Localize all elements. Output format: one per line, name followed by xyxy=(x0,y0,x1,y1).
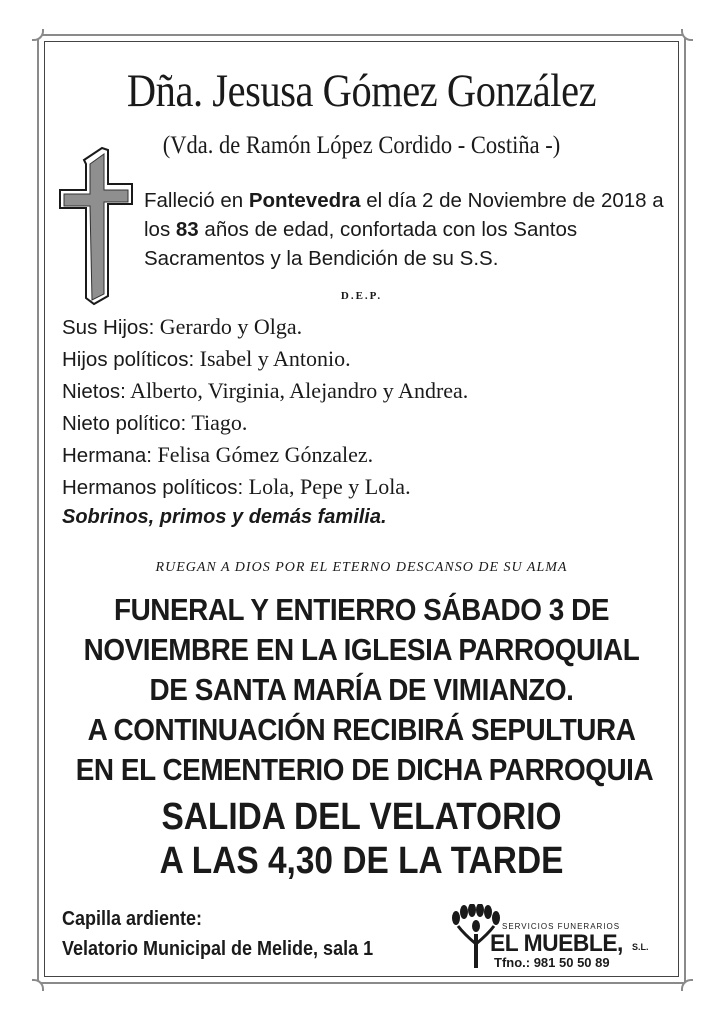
family-item xyxy=(62,346,662,378)
funeral-announcement xyxy=(44,590,679,790)
logo-phone: Tfno.: 981 50 50 89 xyxy=(494,955,610,970)
funeral-line: FUNERAL Y ENTIERRO SÁBADO 3 DE xyxy=(114,592,609,627)
logo-name: EL MUEBLE, xyxy=(490,930,623,957)
family-item xyxy=(62,410,662,442)
chapel-info xyxy=(62,904,408,964)
death-text-part: años de edad, confortada con los Santos Sacramentos y la Bendición de su S.S. xyxy=(144,218,578,270)
family-value: Lola, Pepe y Lola. xyxy=(248,474,411,499)
funeral-home-logo xyxy=(450,904,665,970)
departure-line: SALIDA DEL VELATORIO xyxy=(161,796,562,838)
family-value: Alberto, Virginia, Alejandro y Andrea. xyxy=(130,378,469,403)
family-value: Felisa Gómez Gónzalez. xyxy=(157,442,374,467)
family-label: Nieto político: xyxy=(62,412,187,435)
funeral-line: DE SANTA MARÍA DE VIMIANZO. xyxy=(149,672,574,707)
chapel-label: Capilla ardiente: xyxy=(62,908,203,930)
family-value: Isabel y Antonio. xyxy=(199,346,351,371)
logo-suffix: S.L. xyxy=(632,942,649,952)
family-label: Hermanos políticos: xyxy=(62,476,244,499)
logo-subtitle: SERVICIOS FUNERARIOS xyxy=(502,922,621,931)
funeral-line: NOVIEMBRE EN LA IGLESIA PARROQUIAL xyxy=(83,632,640,667)
family-item xyxy=(62,474,662,506)
family-list xyxy=(62,314,662,538)
family-item xyxy=(62,378,662,410)
departure-line: A LAS 4,30 DE LA TARDE xyxy=(159,840,564,882)
family-label: Hermana: xyxy=(62,444,153,467)
funeral-line: A CONTINUACIÓN RECIBIRÁ SEPULTURA xyxy=(87,712,636,747)
family-label: Nietos: xyxy=(62,380,126,403)
death-text-part: el día 2 de Noviembre de 2018 a los xyxy=(144,189,664,241)
death-age: 83 xyxy=(175,218,199,241)
death-place: Pontevedra xyxy=(248,189,361,212)
death-notice xyxy=(144,186,674,273)
family-label: Sus Hijos: xyxy=(62,316,155,339)
widow-of: (Vda. de Ramón López Cordido - Costiña -) xyxy=(162,132,561,159)
family-item xyxy=(62,442,662,474)
departure-time xyxy=(44,795,679,883)
chapel-location: Velatorio Municipal de Melide, sala 1 xyxy=(62,938,374,960)
funeral-line: EN EL CEMENTERIO DE DICHA PARROQUIA xyxy=(75,752,654,787)
cross-icon xyxy=(58,146,138,311)
family-label: Hijos políticos: xyxy=(62,348,195,371)
family-value: Tiago. xyxy=(191,410,248,435)
family-item xyxy=(62,314,662,346)
family-value: Gerardo y Olga. xyxy=(159,314,303,339)
prayer-line: RUEGAN A DIOS POR EL ETERNO DESCANSO DE SU ALMA xyxy=(155,560,568,575)
other-relatives: Sobrinos, primos y demás familia. xyxy=(62,506,387,528)
dep-label: D.E.P. xyxy=(340,290,383,302)
deceased-name: Dña. Jesusa Gómez González xyxy=(126,65,597,117)
death-text-part: Falleció en xyxy=(144,189,249,212)
